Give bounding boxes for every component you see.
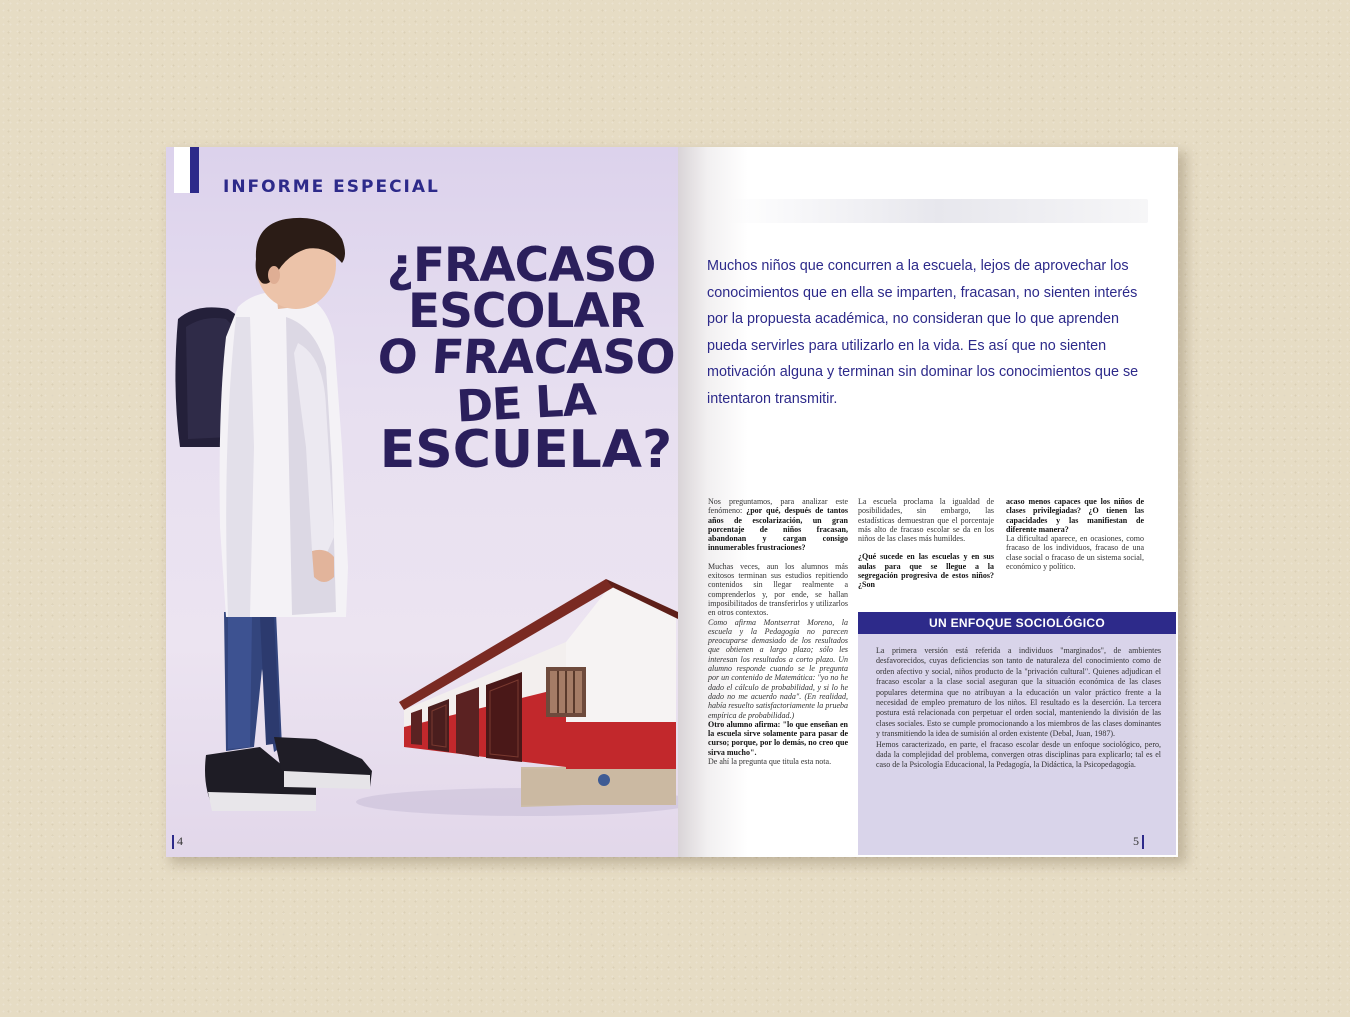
sidebar-box [858,634,1176,855]
body-column-3 [1006,497,1144,571]
col2-question: ¿Qué sucede en las escuelas y en sus aulas para que se llegue a la segregación progresiva de estos niños? ¿Son [858,552,994,590]
col3-question: acaso menos capaces que los niños de clases privilegiadas? ¿O tienen las capacidades y las manifiestan de diferente manera? [1006,497,1144,534]
page-number-right-text: 5 [1133,833,1139,848]
headline [375,238,677,480]
col1-text-e: Otro alumno afirma: "lo que enseñan en la escuela sirve solamente para pasar de curso; porque, por lo demás, no creo que sirva mucho". [708,719,848,757]
headline-line-3: O FRACASO [375,330,677,385]
col3-text-b: La dificultad aparece, en ocasiones, como fracaso de los individuos, fracaso de una clase social o fracaso de un sistema social, económico y político. [1006,534,1144,572]
sidebar-box-paragraph-1: La primera versión está referida a individuos "marginados", de ambientes desfavorecidos, cuyas deficiencias son tanto de naturaleza del conocimiento como de orden afectivo y social, niños producto de la "privación cultural". Quienes adjudican el fracaso escolar a la clase social aseguran que la situación económica de las clases populares determina que no atribuyan a la educación un valor práctico frente a la necesidad de empleo prematuro de los niños. El resultado es la deserción. La tercera postura está relacionada con perpetuar el orden social, manteniendo la división de las clases sociales. Esto se cumple promocionando a los miembros de las clases dominantes y transmitiendo la idea de sumisión al orden existente (Debal, Juan, 1987). [876,646,1161,739]
col1-question: ¿por qué, después de tantos años de escolarización, un gran porcentaje de niños fracasan, abandonan y cargan consigo innumerables frustraciones? [708,506,848,553]
sidebar-box-text [876,646,1161,771]
page-number-left [172,834,183,849]
col1-text-f: De ahí la pregunta que titula esta nota. [708,757,832,767]
col1-text-a: Nos preguntamos, para analizar este fenómeno: [708,497,848,516]
intro-paragraph: Muchos niños que concurren a la escuela, lejos de aprovechar los conocimientos que en ella se imparten, fracasan, no sienten interés por la propuesta académica, no consideran que lo que aprenden pueda servirles para utilizarlo en la vida. Es así que no sienten motivación alguna y terminan sin dominar los conocimientos que se intentaron transmitir. [707,258,1139,407]
left-page [166,147,678,857]
sidebar-box-paragraph-2: Hemos caracterizado, en parte, el fracaso escolar desde un enfoque sociológico, pero, dada la complejidad del problema, convergen otras disciplinas para explicarlo; tal es el caso de la Psicología Educacional, la Pedagogía, la Didáctica, la Psicopedagogía. [876,739,1161,770]
page-number-right [1133,834,1144,849]
headline-line-1: ¿FRACASO [386,238,656,293]
sidebar-box-title: UN ENFOQUE SOCIOLÓGICO [858,612,1176,634]
body-column-2 [858,497,994,590]
col1-text-d: Como afirma Montserrat Moreno, la escuela y la Pedagogía no parecen preocuparse demasiado de los resultados que obtienen a largo plazo; sólo les interesan los resultados a corto plazo. Un alumno responde cuando se le pregunta por un contenido de Matemática: "yo no he dado el cálculo de probabilidad, y si lo he dado no me acuerdo nada". (En realidad, había resuelto satisfactoriamente la prueba empírica de probabilidad.) [708,617,848,720]
col1-text-c: Muchas veces, aun los alumnos más exitosos terminan sus estudios repitiendo contenidos sin llegar realmente a comprenderlos y, por ende, se hallan imposibilitados de transferirlos y utilizarlos en otros contextos. [708,561,848,618]
section-label: INFORME ESPECIAL [223,177,440,197]
col2-text-a: La escuela proclama la igualdad de posibilidades, sin embargo, las estadísticas demuestran que el porcentaje más alto de fracaso escolar se da en los niños de las clases más humildes. [858,497,994,544]
headline-line-2: ESCOLAR [408,284,644,339]
headline-line-4: DE LA [455,374,597,433]
right-page [678,147,1178,857]
page-number-left-text: 4 [177,833,183,848]
headline-line-5: ESCUELA? [379,420,673,480]
page-number-bar [172,835,174,849]
body-column-1 [708,497,848,766]
page-number-bar [1142,835,1144,849]
faded-heading-band [728,199,1148,223]
magazine-spread [166,147,1178,857]
